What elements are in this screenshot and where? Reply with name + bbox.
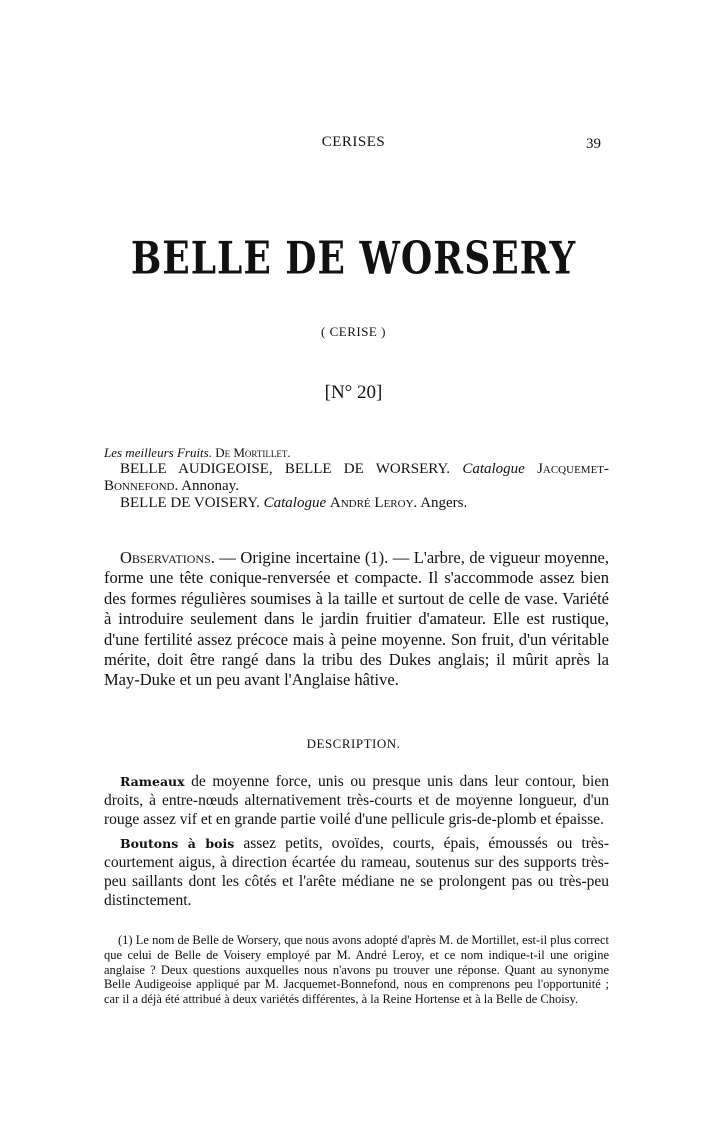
reference-3-place: . Angers. [413, 495, 468, 511]
observations-text: — Origine incertaine (1). — L'arbre, de vigueur moyenne, forme une tête conique-renversée et compacte. Il s'accommode assez bien des formes régulières soumises à la taille et surtout de celle de vase. Variété à introduire seulement dans le jardin fruitier d'amateur. Elle est rustique, d'une fertilité assez précoce mais à peine moyenne. Son fruit, d'un véritable mérite, doit être rangé dans la tribu des Dukes anglais; il mûrit après la May-Duke et un peu avant l'Anglaise hâtive. [104, 548, 609, 690]
page-number: 39 [586, 136, 601, 152]
observations-label: Observations. [120, 548, 215, 567]
reference-3-catalogue: Catalogue [263, 495, 327, 511]
observations-section [104, 548, 609, 691]
page-title: BELLE DE WORSERY [130, 232, 577, 285]
reference-1-title: Les meilleurs Fruits. [104, 445, 212, 460]
reference-2-names: BELLE AUDIGEOISE, BELLE DE WORSERY. [120, 461, 451, 477]
description-heading: DESCRIPTION. [306, 736, 401, 751]
reference-line-2 [104, 461, 609, 495]
reference-2-author: Jacquemet-Bonnefond [104, 461, 610, 494]
description-paragraph [104, 772, 609, 829]
footnote-text: (1) Le nom de Belle de Worsery, que nous avons adopté d'après M. de Mortillet, est-il plus correct que celui de Belle de Voisery employé par M. André Leroy, et ce nom indique-t-il une origine anglaise ? Deux questions auxquelles nous n'avons pu trouver une réponse. Quant au synonyme Belle Audigeoise appliqué par M. Jacquemet-Bonnefond, nous en comprenons peu l'opportunité ; car il a déjà été attribué à deux variétés différentes, à la Reine Hortense et à la Belle de Choisy. [104, 933, 609, 1007]
observations-paragraph [104, 548, 609, 691]
description-label: Boutons à bois [120, 836, 235, 851]
reference-3-author: André Leroy [329, 495, 414, 511]
reference-line-3 [104, 495, 609, 512]
subtitle: ( CERISE ) [321, 324, 386, 339]
description-text: de moyenne force, unis ou presque unis dans leur contour, bien droits, à entre-nœuds alternativement très-courts et de moyenne longueur, d'un rouge assez vif et en grande partie voilé d'une pellicule gris-de-plomb et épaisse. [104, 773, 609, 828]
description-paragraph [104, 834, 609, 910]
reference-2-place: . Annonay. [174, 478, 239, 494]
description-label: Rameaux [120, 774, 185, 789]
running-title: CERISES [321, 134, 386, 150]
description-section [104, 772, 609, 915]
reference-1-author: De Mortillet. [215, 445, 291, 460]
footnote [104, 933, 609, 1007]
reference-line-1 [104, 444, 609, 461]
reference-3-names: BELLE DE VOISERY. [120, 495, 260, 511]
reference-2-catalogue: Catalogue [462, 461, 525, 477]
variety-number: [N° 20] [324, 382, 383, 403]
synonyms-references [104, 444, 609, 512]
description-text: assez petits, ovoïdes, courts, épais, émoussés ou très-courtement aigus, à direction écartée du rameau, soutenus sur des supports très-peu saillants dont les côtés et l'arête médiane ne se prolongent pas ou très-peu distinctement. [104, 835, 609, 909]
